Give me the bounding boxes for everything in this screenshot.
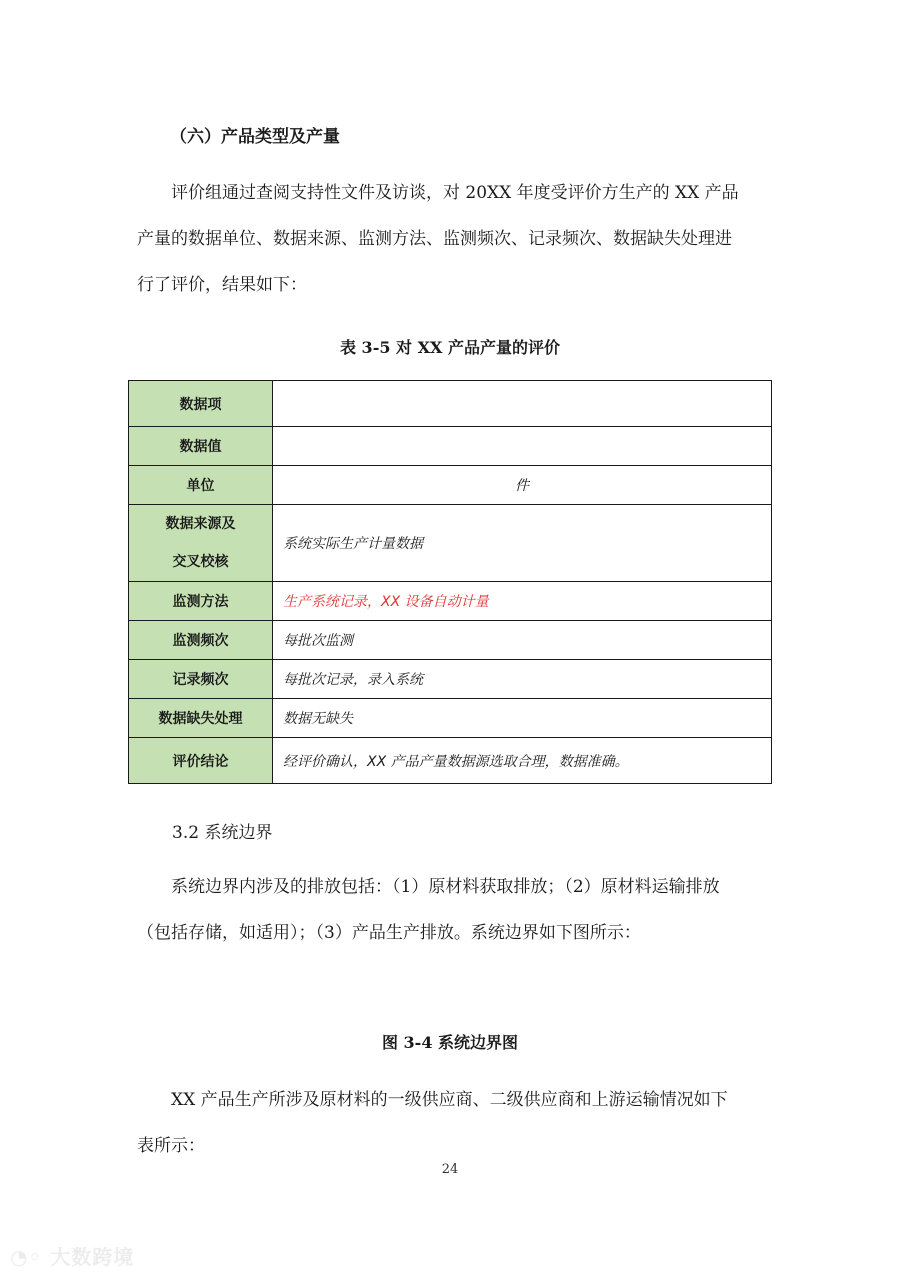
section-heading-product-output: （六）产品类型及产量	[170, 127, 340, 147]
row-label: 监测方法	[129, 582, 273, 621]
row-label: 数据值	[129, 427, 273, 466]
row-label: 记录频次	[129, 660, 273, 699]
watermark-logo	[10, 1241, 134, 1270]
row-label: 数据项	[129, 381, 273, 427]
intro-line: 评价组通过查阅支持性文件及访谈，对 20XX 年度受评价方生产的 XX 产品	[171, 183, 739, 203]
table-row	[129, 505, 772, 582]
table-row	[129, 582, 772, 621]
intro-line: 行了评价，结果如下：	[137, 275, 307, 295]
row-value: 生产系统记录，XX 设备自动计量	[273, 582, 772, 621]
boundary-paragraph	[137, 864, 777, 956]
supplier-paragraph	[137, 1077, 777, 1169]
section-heading-system-boundary: 3.2 系统边界	[172, 823, 273, 843]
intro-paragraph	[137, 170, 777, 308]
table-caption: 表 3-5 对 XX 产品产量的评价	[339, 338, 561, 357]
table-row	[129, 381, 772, 427]
row-value: 经评价确认，XX 产品产量数据源选取合理，数据准确。	[273, 738, 772, 784]
evaluation-table	[128, 380, 772, 784]
row-label: 数据缺失处理	[129, 699, 273, 738]
table-row	[129, 621, 772, 660]
row-value	[273, 427, 772, 466]
table-row	[129, 427, 772, 466]
row-label: 监测频次	[129, 621, 273, 660]
table-row	[129, 466, 772, 505]
table-row	[129, 738, 772, 784]
boundary-line: 系统边界内涉及的排放包括：（1）原材料获取排放；（2）原材料运输排放	[171, 877, 720, 897]
row-value	[273, 381, 772, 427]
intro-line: 产量的数据单位、数据来源、监测方法、监测频次、记录频次、数据缺失处理进	[137, 229, 732, 249]
supplier-line: 表所示：	[137, 1136, 205, 1156]
table-row	[129, 660, 772, 699]
figure-caption: 图 3-4 系统边界图	[381, 1033, 519, 1052]
row-value: 每批次记录，录入系统	[273, 660, 772, 699]
row-label: 单位	[129, 466, 273, 505]
table-row	[129, 699, 772, 738]
page-number: 24	[441, 1162, 459, 1177]
supplier-line: XX 产品生产所涉及原材料的一级供应商、二级供应商和上游运输情况如下	[171, 1090, 728, 1110]
row-value: 件	[273, 466, 772, 505]
row-value: 系统实际生产计量数据	[273, 505, 772, 582]
watermark-text: 大数跨境	[50, 1245, 135, 1269]
row-value: 每批次监测	[273, 621, 772, 660]
boundary-line: （包括存储，如适用）；（3）产品生产排放。系统边界如下图所示：	[137, 923, 641, 943]
watermark-icon: ◔◦	[10, 1245, 43, 1269]
row-label-line: 交叉校核	[172, 554, 229, 570]
row-label: 评价结论	[129, 738, 273, 784]
row-value: 数据无缺失	[273, 699, 772, 738]
row-label-line: 数据来源及	[165, 516, 236, 532]
row-label	[129, 505, 273, 582]
